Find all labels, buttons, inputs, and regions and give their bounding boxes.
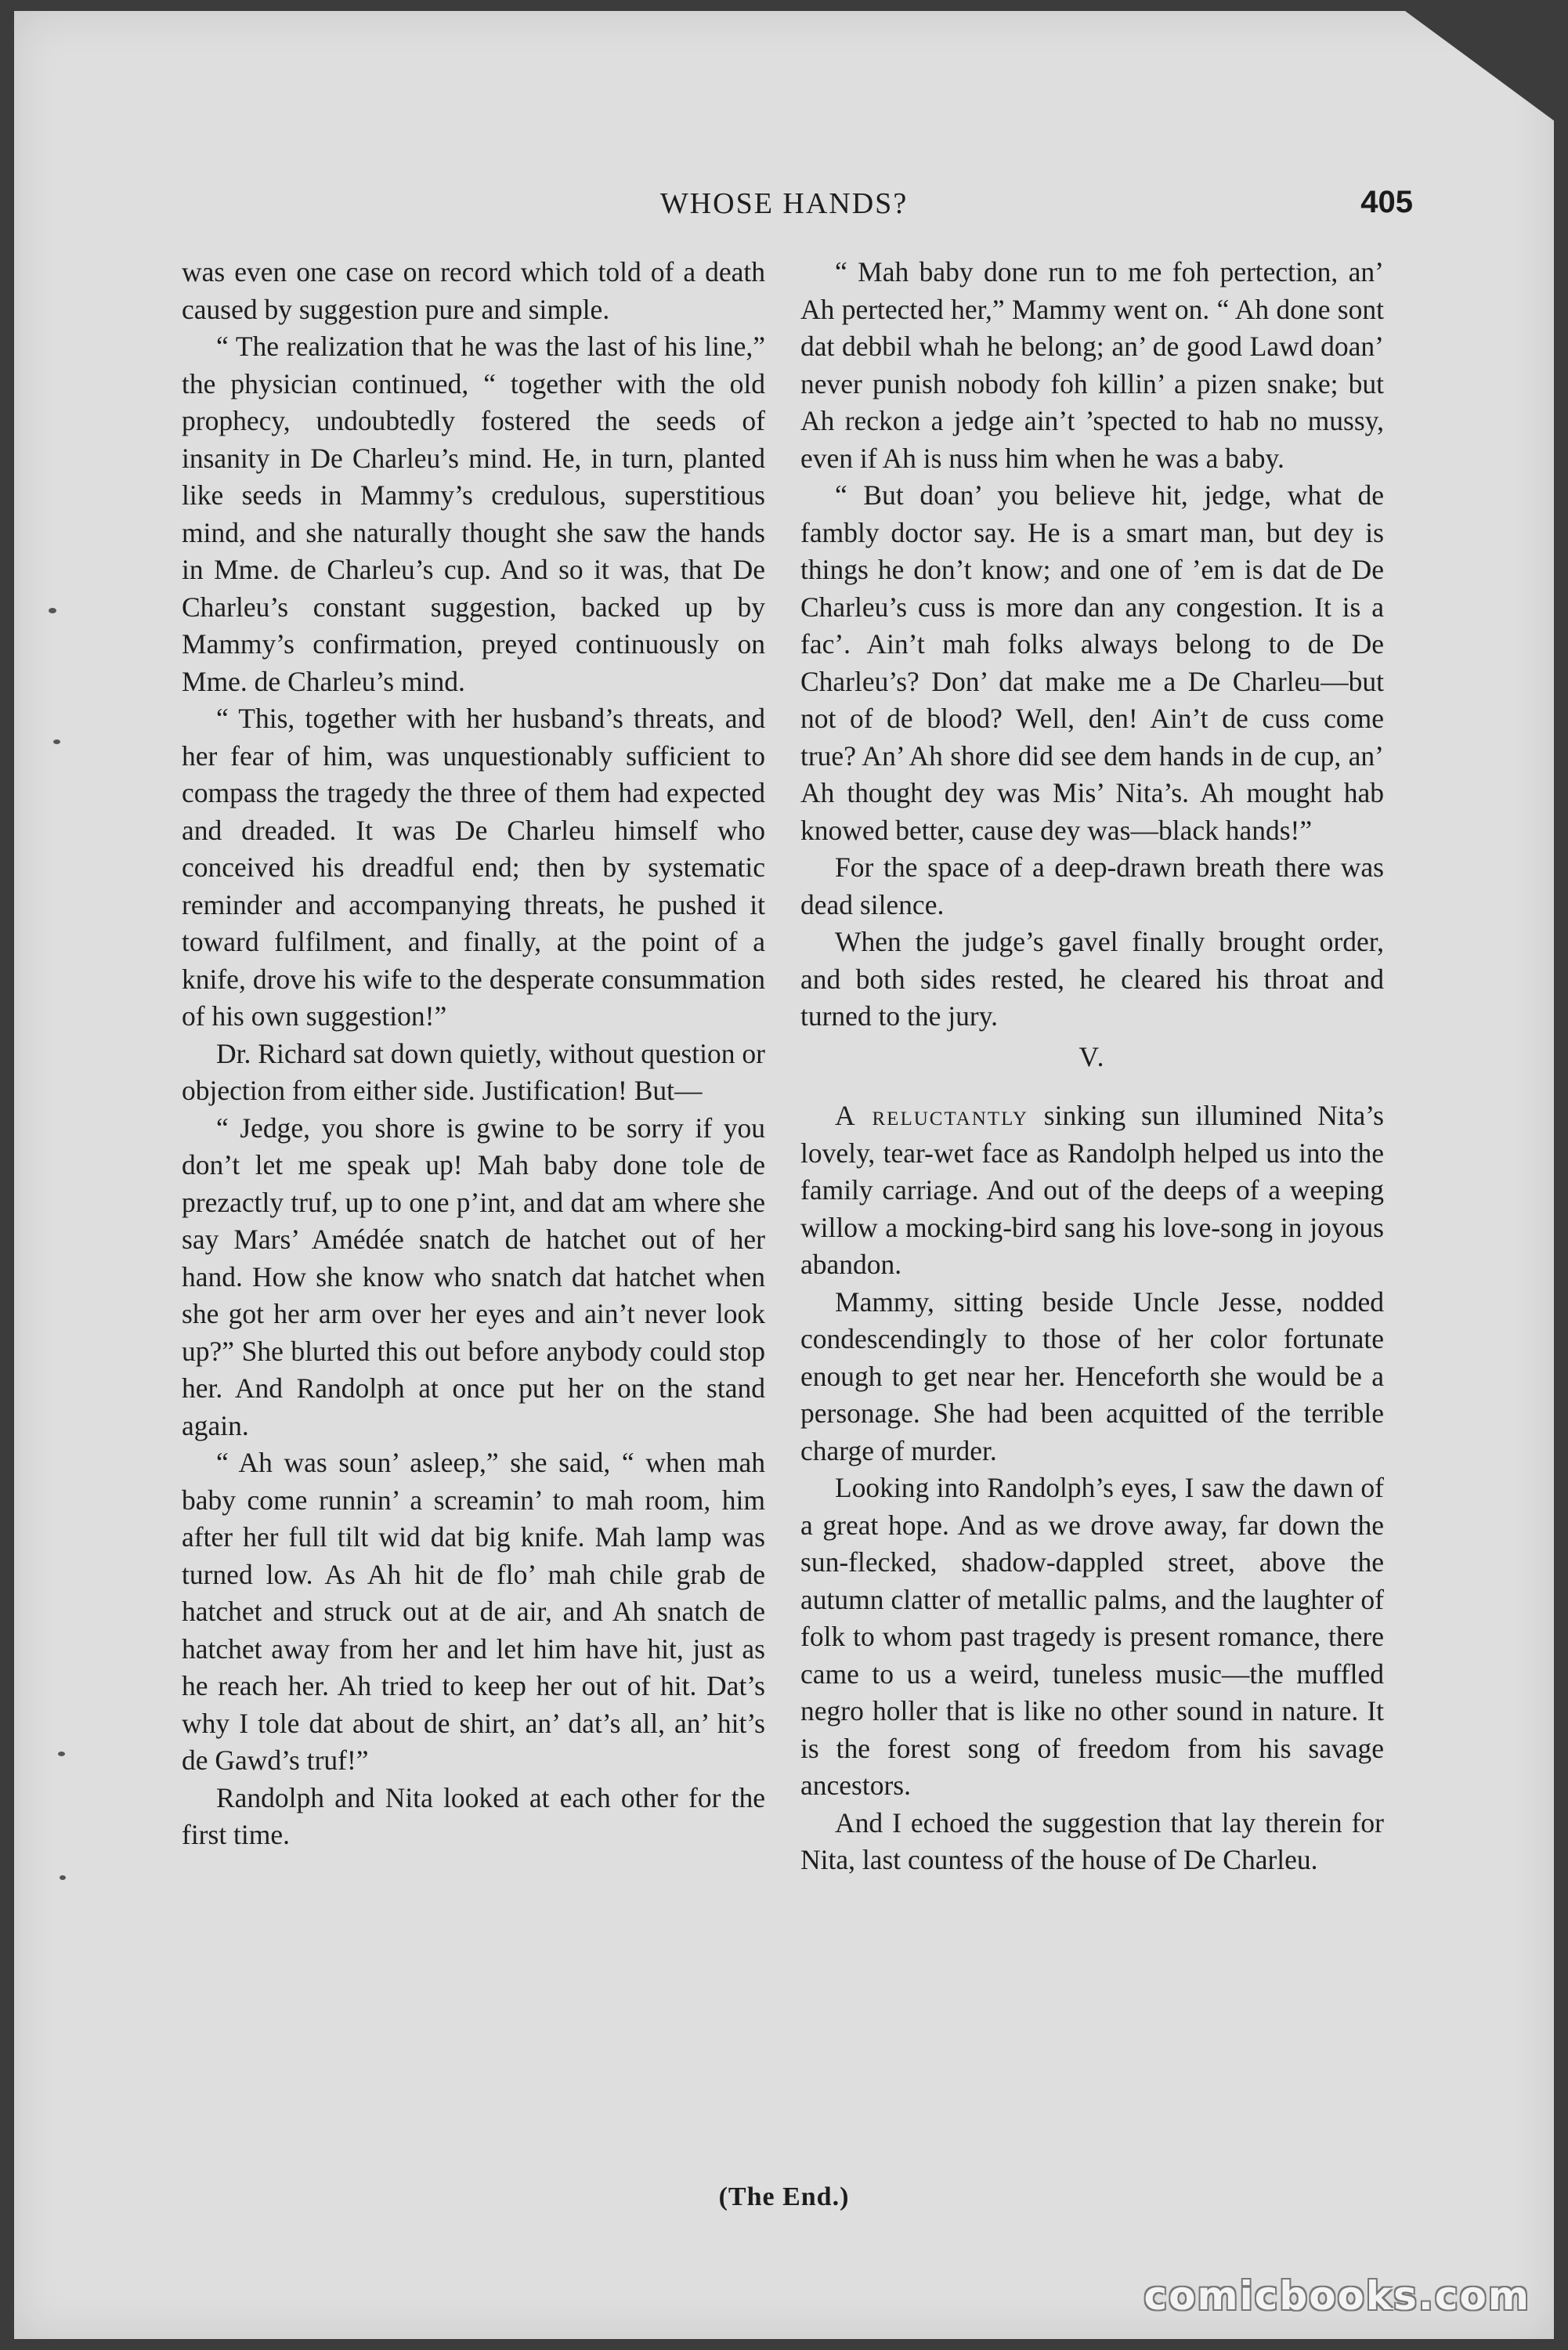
paragraph: “ But doan’ you believe hit, jedge, what de fambly doctor say. He is a smart man, but dey is things he don’t know; and one of ’em is dat de De Charleu’s cuss is more dan any congestion. It is a fac’. Ain’t mah folks always belong to de De Charleu’s? Don’ dat make me a De Charleu—but not of de blood? Well, den! Ain’t de cuss come true? An’ Ah shore did see dem hands in de cup, an’ Ah thought dey was Mis’ Nita’s. Ah mought hab knowed better, cause dey was—black hands!” [800, 479, 1384, 846]
paragraph: “ This, together with her husband’s threats, and her fear of him, was unquestionably sufficient to compass the tragedy the three of them had expected and dreaded. It was De Charleu himself who conceived his dreadful end; then by systematic reminder and accompanying threats, he pushed it toward fulfilment, and finally, at the point of a knife, drove his wife to the desperate consummation of his own suggestion!” [182, 703, 765, 1032]
paragraph: Randolph and Nita looked at each other for the first time. [182, 1781, 765, 1850]
paper-speck [53, 739, 60, 744]
paragraph: When the judge’s gavel finally brought order, and both sides rested, he cleared his throat and turned to the jury. [800, 926, 1384, 1032]
paragraph: Looking into Randolph’s eyes, I saw the dawn of a great hope. And as we drove away, far down the sun-flecked, shadow-dappled street, above the autumn clatter of metallic palms, and the laughter of folk to whom past tragedy is present romance, there came to us a weird, tuneless music—the muffled negro holler that is like no other sound in nature. It is the forest song of freedom from his savage ancestors. [800, 1472, 1384, 1801]
paragraph: For the space of a deep-drawn breath there was dead silence. [800, 851, 1384, 920]
watermark-logo: comicbooks.com [1143, 2273, 1530, 2319]
left-column [182, 254, 765, 1854]
opening-small-caps: A reluctantly [835, 1100, 1028, 1131]
opening-rest: sinking sun illumined Nita’s lovely, tear-wet face as Randolph helped us into the family carriage. And out of the deeps of a weeping willow a mocking-bird sang his love-song in joyous abandon. [800, 1100, 1384, 1280]
paper-speck [49, 608, 56, 613]
paragraph: “ Ah was soun’ asleep,” she said, “ when mah baby come runnin’ a screamin’ to mah room, him after her full tilt wid dat big knife. Mah lamp was turned low. As Ah hit de flo’ mah chile grab de hatchet and struck out at de air, and Ah snatch de hatchet away from her and let him have hit, just as he reach her. Ah tried to keep her out of hit. Dat’s why I tole dat about de shirt, an’ dat’s all, an’ hit’s de Gawd’s truf!” [182, 1447, 765, 1776]
paragraph: Mammy, sitting beside Uncle Jesse, nodded condescendingly to those of her color fortunate enough to get near her. Henceforth she would be a personage. She had been acquitted of the terrible charge of murder. [800, 1285, 1384, 1466]
folded-page-corner [1405, 11, 1554, 121]
section-heading: V. [1078, 1040, 1106, 1072]
running-title: WHOSE HANDS? [659, 187, 909, 220]
paragraph: was even one case on record which told of a death caused by suggestion pure and simple. [182, 256, 765, 325]
paragraph: “ Jedge, you shore is gwine to be sorry if you don’t let me speak up! Mah baby done tole de prezactly truf, up to one p’int, and dat am where she say Mars’ Amédée snatch de hatchet out of her hand. How she know who snatch dat hatchet when she got her arm over her eyes and ain’t never look up?” She blurted this out before anybody could stop her. And Randolph at once put her on the stand again. [182, 1112, 765, 1441]
magazine-page [14, 11, 1554, 2339]
paper-speck [58, 1752, 65, 1756]
page-header [14, 186, 1554, 226]
section-opening-paragraph [800, 1097, 1384, 1284]
page-number: 405 [1360, 185, 1413, 219]
paragraph: Dr. Richard sat down quietly, without question or objection from either side. Justification! But— [182, 1037, 765, 1106]
paragraph: And I echoed the suggestion that lay therein for Nita, last countess of the house of De Charleu. [800, 1806, 1384, 1875]
right-column [800, 254, 1384, 1879]
paper-speck [60, 1875, 66, 1880]
paragraph: “ Mah baby done run to me foh pertection, an’ Ah pertected her,” Mammy went on. “ Ah done sont dat debbil whah he belong; an’ de good Lawd doan’ never punish nobody foh killin’ a pizen snake; but Ah reckon a jedge ain’t ’spected to hab no mussy, even if Ah is nuss him when he was a baby. [800, 256, 1384, 474]
paragraph: “ The realization that he was the last of his line,” the physician continued, “ together with the old prophecy, undoubtedly fostered the seeds of insanity in De Charleu’s mind. He, in turn, planted like seeds in Mammy’s credulous, superstitious mind, and she naturally thought she saw the hands in Mme. de Charleu’s cup. And so it was, that De Charleu’s constant suggestion, backed up by Mammy’s confirmation, preyed continuously on Mme. de Charleu’s mind. [182, 331, 765, 697]
end-note: (The End.) [718, 2182, 850, 2211]
